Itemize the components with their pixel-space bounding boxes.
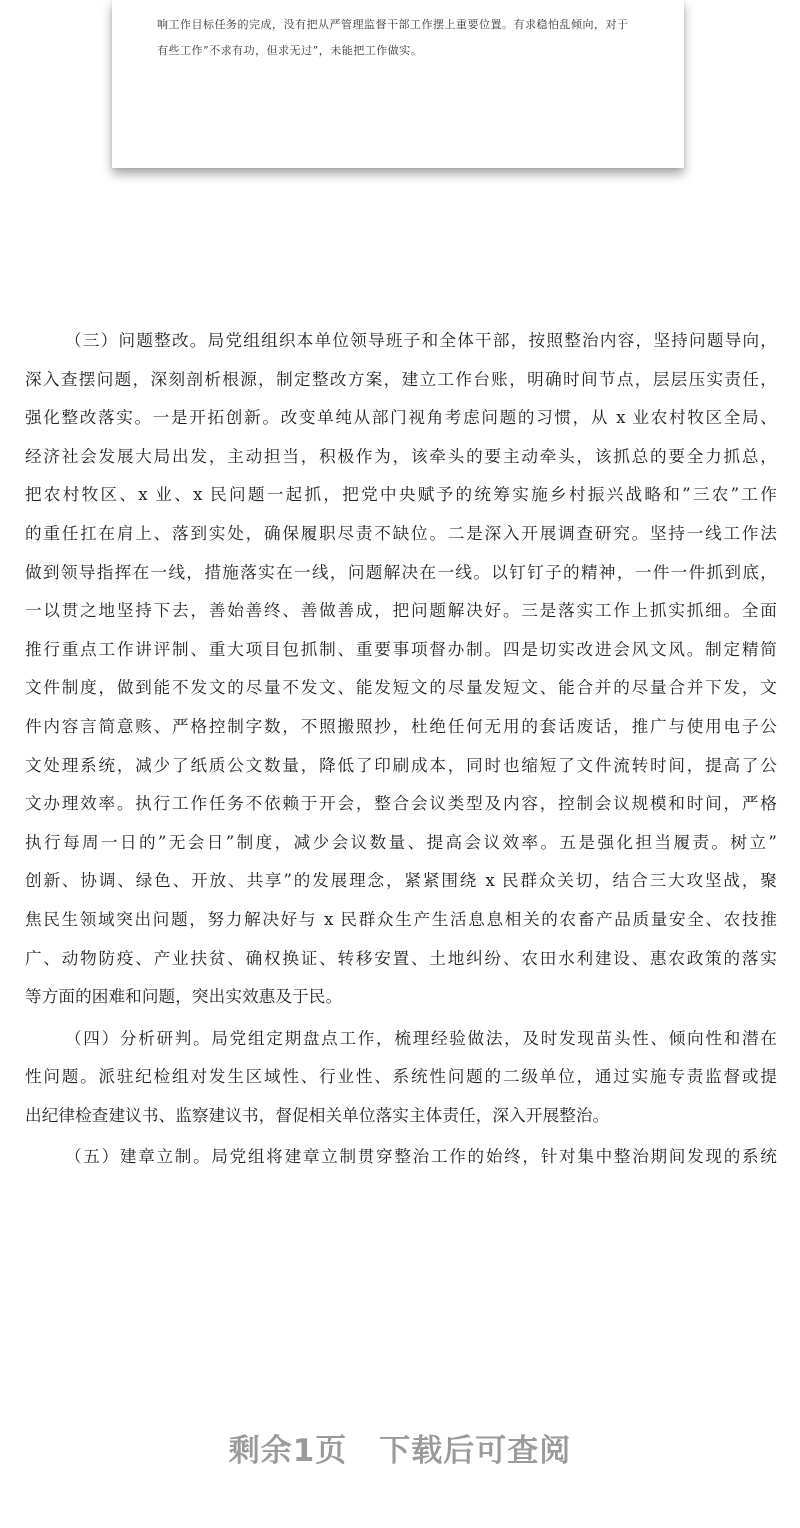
download-prompt[interactable] [0,1425,800,1470]
paragraph-3-line: 创新、协调、绿色、开放、共享”的发展理念，紧紧围绕 x 民群众关切，结合三大攻坚战，聚 [25,871,777,891]
paragraph-3-line: 经济社会发展大局出发，主动担当，积极作为，该牵头的要主动牵头，该抓总的要全力抓总， [25,446,777,466]
preview-line: 响工作目标任务的完成，没有把从严管理监督干部工作摆上重要位置。有求稳怕乱倾向，对于 [157,18,629,31]
paragraph-4-line: 出纪律检查建议书、监察建议书，督促相关单位落实主体责任，深入开展整治。 [25,1105,610,1125]
paragraph-3-line: 文办理效率。执行工作任务不依赖于开会，整合会议类型及内容，控制会议规模和时间，严格 [25,794,777,814]
paragraph-4-line: 性问题。派驻纪检组对发生区域性、行业性、系统性问题的二级单位，通过实施专责监督或提 [25,1067,777,1087]
paragraph-5-line: （五）建章立制。局党组将建章立制贯穿整治工作的始终，针对集中整治期间发现的系统 [65,1147,777,1167]
paragraph-3-line: 做到领导指挥在一线，措施落实在一线，问题解决在一线。以钉钉子的精神，一件一件抓到底， [25,562,777,582]
paragraph-3-line: 执行每周一日的”无会日”制度，减少会议数量、提高会议效率。五是强化担当履责。树立” [25,832,777,852]
download-to-view-label: 下载后可查阅 [379,1433,572,1469]
paragraph-3-line: 把农村牧区、x 业、x 民问题一起抓，把党中央赋予的统筹实施乡村振兴战略和”三农”工作 [25,485,777,505]
paragraph-3-line: 件内容言简意赅、严格控制字数，不照搬照抄，杜绝任何无用的套话废话，推广与使用电子公 [25,716,777,736]
paragraph-3-line: 强化整改落实。一是开拓创新。改变单纯从部门视角考虑问题的习惯，从 x 业农村牧区全局、 [25,408,777,428]
preview-line: 有些工作”不求有功，但求无过”，未能把工作做实。 [157,44,423,57]
previous-page-preview [112,0,684,168]
paragraph-3-line: 文件制度，做到能不发文的尽量不发文、能发短文的尽量发短文、能合并的尽量合并下发，文 [25,678,777,698]
paragraph-3-line: 一以贯之地坚持下去，善始善终、善做善成，把问题解决好。三是落实工作上抓实抓细。全面 [25,601,777,621]
paragraph-3-line: 文处理系统，减少了纸质公文数量，降低了印刷成本，同时也缩短了文件流转时间，提高了公 [25,755,777,775]
remaining-pages-label: 剩余1页 [228,1433,348,1469]
paragraph-3-line: 广、动物防疫、产业扶贫、确权换证、转移安置、土地纠纷、农田水利建设、惠农政策的落实 [25,948,777,968]
paragraph-3-line: 等方面的困难和问题，突出实效惠及于民。 [25,987,343,1007]
paragraph-3-line: 推行重点工作讲评制、重大项目包抓制、重要事项督办制。四是切实改进会风文风。制定精简 [25,639,777,659]
paragraph-3-line: 深入查摆问题，深刻剖析根源，制定整改方案，建立工作台账，明确时间节点，层层压实责任， [25,369,777,389]
paragraph-3-line: 焦民生领域突出问题，努力解决好与 x 民群众生产生活息息相关的农畜产品质量安全、农技推 [25,909,777,929]
paragraph-3-line: （三）问题整改。局党组组织本单位领导班子和全体干部，按照整治内容，坚持问题导向， [65,331,777,350]
document-body [25,322,777,1177]
paragraph-4-line: （四）分析研判。局党组定期盘点工作，梳理经验做法，及时发现苗头性、倾向性和潜在 [65,1028,777,1048]
paragraph-3-line: 的重任扛在肩上、落到实处，确保履职尽责不缺位。二是深入开展调查研究。坚持一线工作法 [25,523,777,543]
